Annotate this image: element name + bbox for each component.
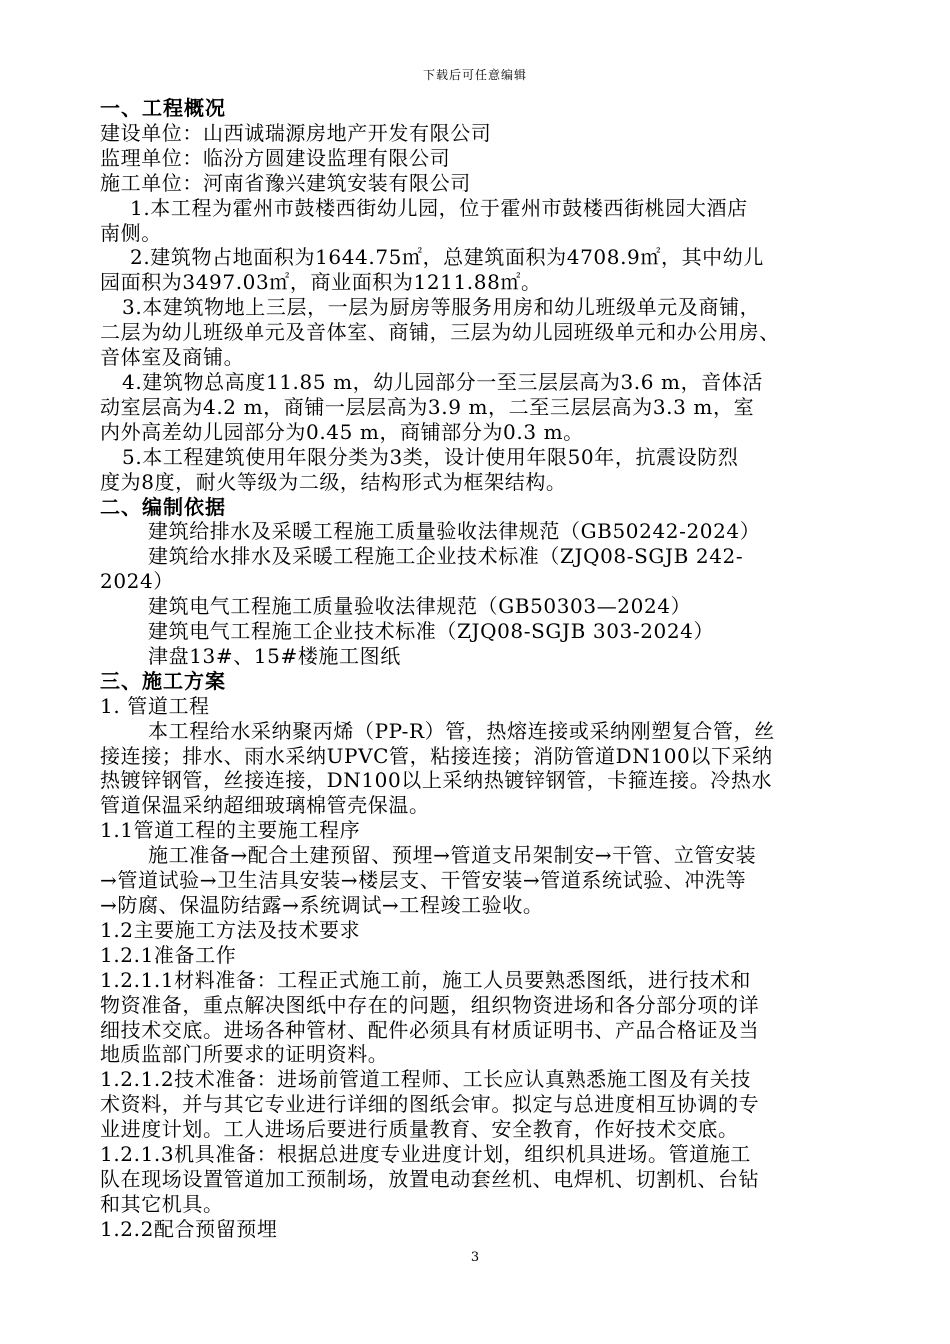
text-line: 建筑电气工程施工质量验收法律规范（GB50303—2024） — [148, 594, 692, 619]
text-line: 南侧。 — [100, 220, 162, 245]
text-line: 1.2.1.3机具准备：根据总进度专业进度计划，组织机具进场。管道施工 — [100, 1142, 751, 1167]
text-line: →防腐、保温防结露→系统调试→工程竣工验收。 — [100, 893, 544, 917]
section-heading: 二、编制依据 — [100, 494, 226, 519]
text-line: 本工程给水采纳聚丙烯（PP-R）管，热熔连接或采纳刚塑复合管，丝 — [148, 718, 775, 743]
text-line: 1. 管道工程 — [100, 693, 210, 718]
text-line: 和其它机具。 — [100, 1191, 224, 1216]
text-line: 音体室及商铺。 — [100, 345, 245, 370]
text-line: 建设单位：山西诚瑞源房地产开发有限公司 — [100, 120, 492, 145]
text-line: 1.2主要施工方法及技术要求 — [100, 917, 361, 942]
text-line: 3.本建筑物地上三层，一层为厨房等服务用房和幼儿班级单元及商铺， — [122, 295, 761, 320]
text-line: 管道保温采纳超细玻璃棉管壳保温。 — [100, 793, 430, 818]
text-line: 物资准备，重点解决图纸中存在的问题，组织物资进场和各分部分项的详 — [100, 992, 760, 1017]
text-line: 1.1管道工程的主要施工程序 — [100, 818, 361, 843]
text-line: 施工准备→配合土建预留、预埋→管道支吊架制安→干管、立管安装 — [148, 843, 757, 868]
text-line: 建筑给水排水及采暖工程施工企业技术标准（ZJQ08-SGJB 242- — [148, 544, 744, 569]
text-line: 1.2.1准备工作 — [100, 942, 237, 967]
text-line: 1.2.1.2技术准备：进场前管道工程师、工长应认真熟悉施工图及有关技 — [100, 1067, 751, 1092]
text-line: 地质监部门所要求的证明资料。 — [100, 1042, 389, 1067]
text-line: 动室层高为4.2 m，商铺一层层高为3.9 m，二至三层层高为3.3 m，室 — [100, 394, 755, 419]
text-line: 2024） — [100, 569, 174, 594]
text-line: 1.2.1.1材料准备：工程正式施工前，施工人员要熟悉图纸，进行技术和 — [100, 967, 751, 992]
text-line: 内外高差幼儿园部分为0.45 m，商铺部分为0.3 m。 — [100, 419, 584, 444]
text-line: 接连接；排水、雨水采纳UPVC管，粘接连接；消防管道DN100以下采纳 — [100, 743, 773, 768]
section-heading: 一、工程概况 — [100, 96, 226, 120]
text-line: 津盘13#、15#楼施工图纸 — [148, 643, 401, 668]
page-number: 3 — [470, 1250, 480, 1265]
text-line: 2.建筑物占地面积为1644.75㎡，总建筑面积为4708.9㎡，其中幼儿 — [130, 245, 764, 270]
text-line: 1.本工程为霍州市鼓楼西街幼儿园，位于霍州市鼓楼西街桃园大酒店 — [130, 195, 748, 220]
page-header: 下载后可任意编辑 — [422, 68, 527, 82]
text-line: 5.本工程建筑使用年限分类为3类，设计使用年限50年，抗震设防烈 — [122, 444, 739, 469]
text-line: 4.建筑物总高度11.85 m，幼儿园部分一至三层层高为3.6 m，音体活 — [122, 369, 763, 394]
document-body — [100, 96, 852, 1242]
text-line: 度为8度，耐火等级为二级，结构形式为框架结构。 — [100, 469, 567, 494]
text-line: 建筑电气工程施工企业技术标准（ZJQ08-SGJB 303-2024） — [148, 619, 715, 644]
text-line: 热镀锌钢管，丝接连接，DN100以上采纳热镀锌钢管，卡箍连接。冷热水 — [100, 768, 773, 793]
text-line: 施工单位：河南省豫兴建筑安装有限公司 — [100, 170, 471, 195]
text-line: 1.2.2配合预留预埋 — [100, 1216, 278, 1241]
text-line: 术资料，并与其它专业进行详细的图纸会审。拟定与总进度相互协调的专 — [100, 1092, 760, 1117]
text-line: 监理单位：临汾方圆建设监理有限公司 — [100, 145, 451, 170]
text-line: 队在现场设置管道加工预制场，放置电动套丝机、电焊机、切割机、台钻 — [100, 1166, 760, 1191]
text-line: 建筑给排水及采暖工程施工质量验收法律规范（GB50242-2024） — [148, 519, 761, 544]
text-line: 园面积为3497.03㎡，商业面积为1211.88㎡。 — [100, 270, 542, 295]
text-line: 二层为幼儿班级单元及音体室、商铺，三层为幼儿园班级单元和办公用房、 — [100, 320, 780, 345]
text-line: 细技术交底。进场各种管材、配件必须具有材质证明书、产品合格证及当 — [100, 1017, 760, 1042]
section-heading: 三、施工方案 — [100, 668, 226, 693]
text-line: →管道试验→卫生洁具安装→楼层支、干管安装→管道系统试验、冲洗等 — [100, 868, 747, 893]
text-line: 业进度计划。工人进场后要进行质量教育、安全教育，作好技术交底。 — [100, 1117, 739, 1142]
